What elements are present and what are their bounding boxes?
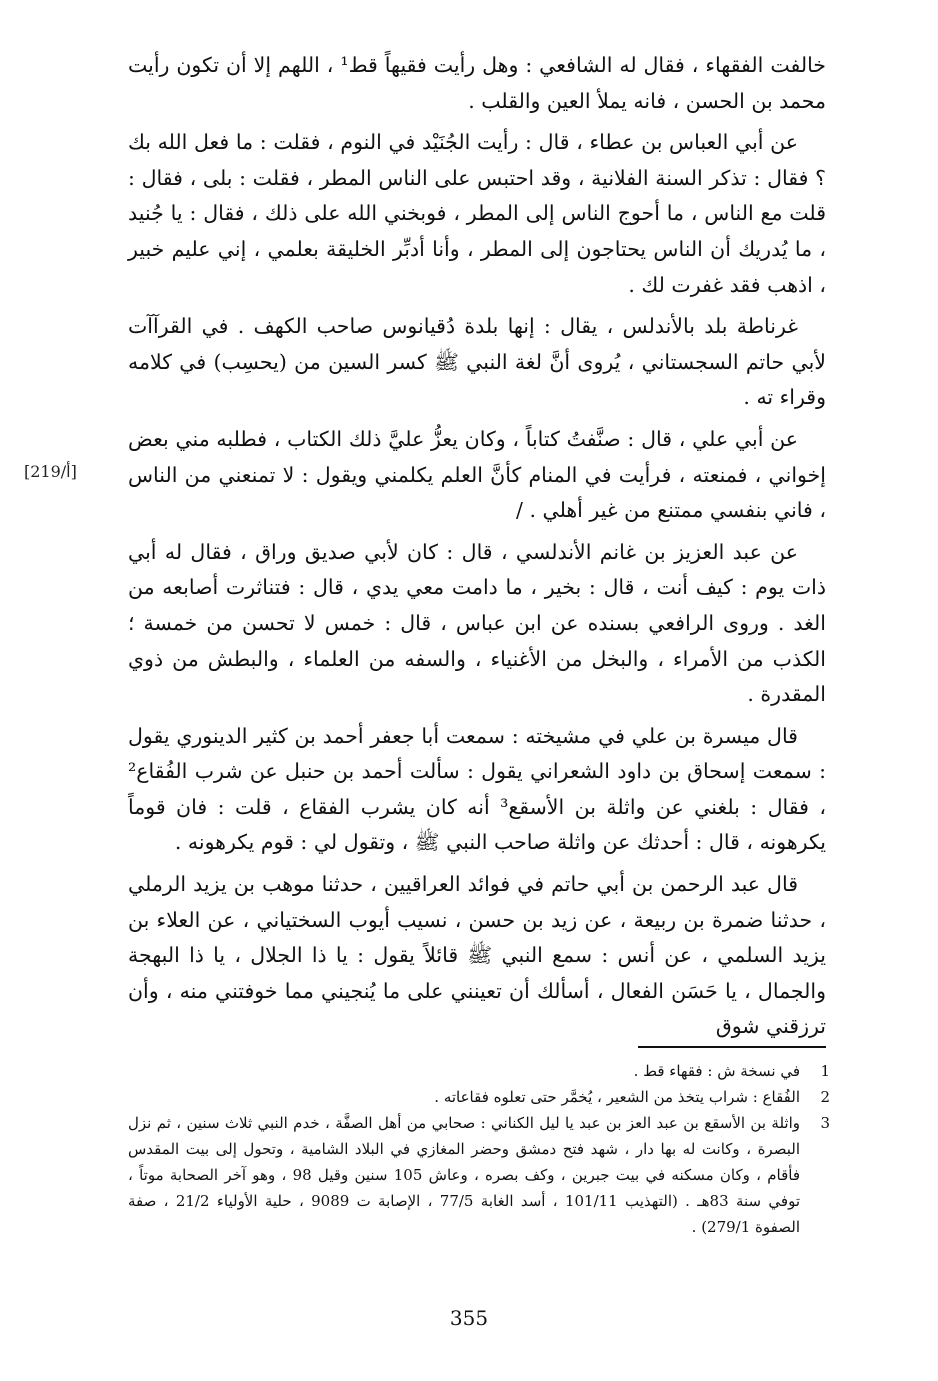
footnote-item xyxy=(128,1084,830,1110)
paragraph-4: عن أبي علي ، قال : صنَّفتُ كتاباً ، وكان يعزُّ عليَّ ذلك الكتاب ، فطلبه مني بعض إخواني ، فمنعته ، فرأيت في المنام كأنَّ العلم يكلمني ويقول : لا تمنعني من الناس ، فاني بنفسي ممتنع من غير أهلي . / xyxy=(128,426,826,523)
footnote-item xyxy=(128,1110,830,1240)
paragraph-3: غرناطة بلد بالأندلس ، يقال : إنها بلدة دُقيانوس صاحب الكهف . في القرآآت لأبي حاتم السجستاني ، يُروى أنَّ لغة النبي ﷺ كسر السين من (يحسِب) في كلامه وقراء ته . xyxy=(128,314,826,410)
footnote-text: في نسخة ش : فقهاء قط . xyxy=(633,1062,800,1080)
footnote-number: 1 xyxy=(820,1062,830,1080)
paragraph-6: قال ميسرة بن علي في مشيخته : سمعت أبا جعفر أحمد بن كثير الدينوري يقول : سمعت إسحاق بن داود الشعراني يقول : سألت أحمد بن حنبل عن شرب الفُقاع² ، فقال : بلغني عن واثلة بن الأسقع³ أنه كان يشرب الفقاع ، قلت : فان قوماً يكرهونه ، قال : أحدثك عن واثلة صاحب النبي ﷺ ، وتقول لي : قوم يكرهونه . xyxy=(128,723,826,855)
footnote-text: الفُقاع : شراب يتخذ من الشعير ، يُخمَّر حتى تعلوه فقاعاته . xyxy=(434,1088,800,1106)
footnote-separator xyxy=(638,1046,826,1048)
footnote-number: 3 xyxy=(820,1114,830,1132)
footnote-item xyxy=(128,1058,830,1084)
paragraph-1: خالفت الفقهاء ، فقال له الشافعي : وهل رأيت فقيهاً قط¹ ، اللهم إلا أن تكون رأيت محمد بن الحسن ، فانه يملأ العين والقلب . xyxy=(128,53,826,113)
paragraph-2: عن أبي العباس بن عطاء ، قال : رأيت الجُنَيْد في النوم ، فقلت : ما فعل الله بك ؟ فقال : تذكر السنة الفلانية ، وقد احتبس على الناس المطر ، فقلت : بلى ، فقال : قلت مع الناس ، ما أحوج الناس إلى المطر ، فوبخني الله على ذلك ، فقال : يا جُنيد ، ما يُدريك أن الناس يحتاجون إلى المطر ، وأنا أدبِّر الخليقة بعلمي ، إني عليم خبير ، اذهب فقد غفرت لك . xyxy=(128,130,826,297)
manuscript-folio-reference: [219/أ] xyxy=(24,462,77,481)
footnotes xyxy=(128,1058,830,1240)
page-number: 355 xyxy=(449,1306,489,1330)
footnote-number: 2 xyxy=(820,1088,830,1106)
main-text xyxy=(128,48,826,1051)
paragraph-5: عن عبد العزيز بن غانم الأندلسي ، قال : كان لأبي صديق وراق ، فقال له أبي ذات يوم : كيف أنت ، قال : بخير ، ما دامت معي يدي ، قال : فتناثرت أصابعه من الغد . وروى الرافعي بسنده عن ابن عباس ، قال : خمس لا تحسن من خمسة ؛ الكذب من الأمراء ، والبخل من الأغنياء ، والسفه من العلماء ، والبطش من ذوي المقدرة . xyxy=(128,539,826,707)
footnote-text: واثلة بن الأسقع بن عبد العز بن عبد يا ليل الكناني : صحابي من أهل الصفَّة ، خدم النبي ثلاث سنين ، ثم نزل البصرة ، وكانت له بها دار ، شهد فتح دمشق وحضر المغازي في البلاد الشامية ، وتحول إلى بيت المقدس فأقام ، وكان مسكنه في بيت جبرين ، وكف بصره ، وعاش 105 سنين وقيل 98 ، وهو آخر الصحابة موتاً ، توفي سنة 83هـ . (التهذيب 101/11 ، أسد الغابة 77/5 ، الإصابة ت 9089 ، حلية الأولياء 21/2 ، صفة الصفوة 279/1) . xyxy=(128,1114,801,1236)
paragraph-7: قال عبد الرحمن بن أبي حاتم في فوائد العراقيين ، حدثنا موهب بن يزيد الرملي ، حدثنا ضمرة بن ربيعة ، عن زيد بن حسن ، نسيب أيوب السختياني ، عن العلاء بن يزيد السلمي ، عن أنس : سمع النبي ﷺ قائلاً يقول : يا ذا الجلال ، يا ذا البهجة والجمال ، يا حَسَن الفعال ، أسألك أن تعينني على ما يُنجيني مما خوفتني منه ، وأن ترزقني شوق xyxy=(128,872,826,1039)
